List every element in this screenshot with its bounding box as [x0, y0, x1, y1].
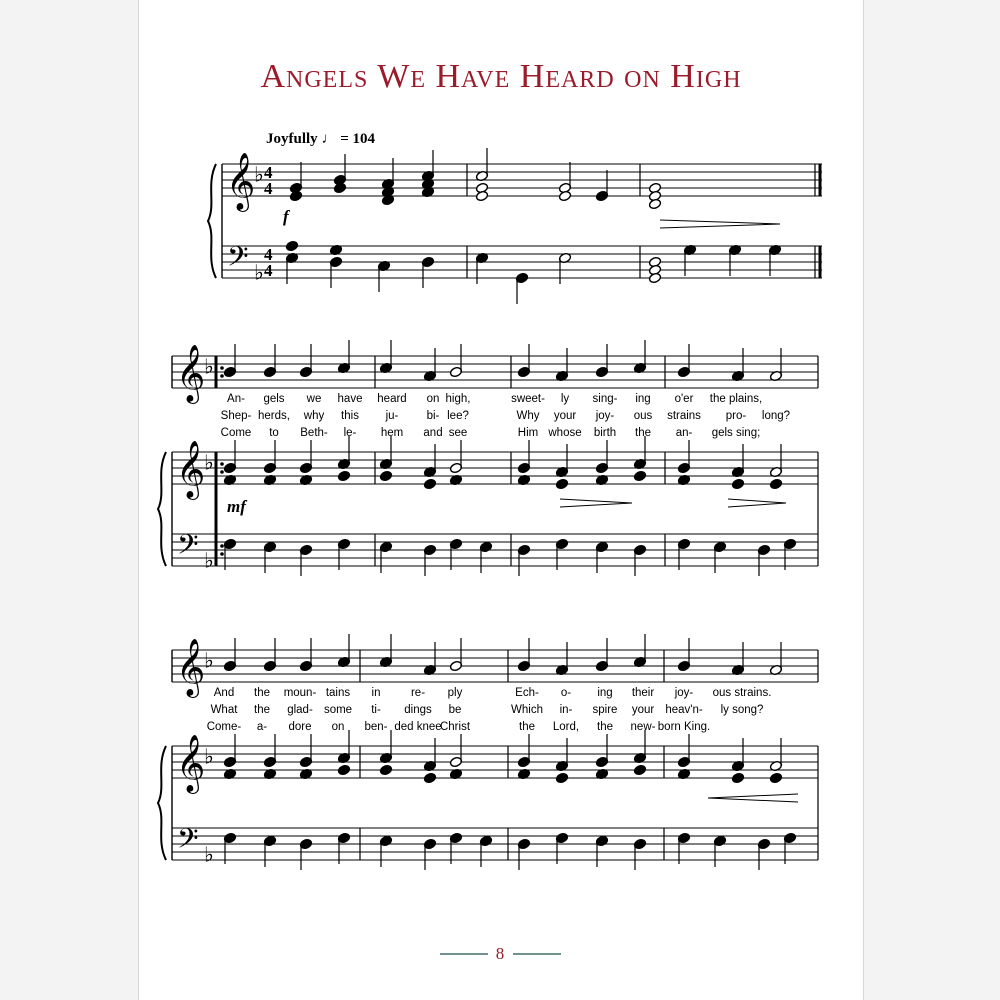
treble-clef-icon: 𝄞: [176, 439, 206, 498]
decrescendo-hairpin: [560, 499, 632, 507]
treble-clef-icon: 𝄞: [176, 343, 206, 402]
lyric-syllable: whose: [548, 427, 582, 439]
lyric-syllable: le-: [343, 427, 357, 439]
lyric-syllable: the: [597, 721, 613, 733]
flat-icon: ♭: [204, 451, 214, 475]
lyric-syllable: Come: [220, 427, 252, 439]
ornament-right: [513, 953, 561, 955]
lyric-syllable: and: [423, 427, 443, 439]
quarter-note-head: [769, 772, 782, 784]
half-note-head: [648, 198, 661, 210]
time-signature: 4: [264, 245, 273, 264]
brace: [208, 164, 216, 278]
repeat-dot: [220, 462, 224, 466]
quarter-note-icon: ♩: [321, 131, 337, 147]
lyric-syllable: sing-: [592, 393, 618, 405]
dynamic-mezzo-forte: mf: [227, 497, 246, 516]
lyric-syllable: the plains,: [709, 393, 763, 405]
treble-clef-icon: 𝄞: [176, 637, 206, 696]
quarter-note-head: [731, 772, 744, 784]
lyric-syllable: Him: [517, 427, 539, 439]
quarter-note-head: [423, 772, 436, 784]
lyric-syllable: in-: [559, 704, 573, 716]
lyric-syllable: Ech-: [515, 687, 539, 699]
flat-icon: ♭: [254, 261, 264, 285]
quarter-note-head: [337, 470, 350, 482]
brace: [158, 746, 166, 860]
lyric-syllable: the: [254, 687, 270, 699]
decrescendo-hairpin: [728, 499, 786, 507]
lyric-syllable: strains: [667, 410, 701, 422]
quarter-note-head: [555, 772, 568, 784]
lyric-syllable: Why: [516, 410, 540, 422]
quarter-note-head: [769, 478, 782, 490]
song-title: Angels We Have Heard on High: [260, 58, 742, 95]
repeat-dot: [220, 552, 224, 556]
page-number: 8: [495, 944, 505, 963]
lyric-syllable: lee?: [447, 410, 469, 422]
lyric-syllable: dore: [288, 721, 312, 733]
lyric-syllable: hem: [380, 427, 404, 439]
lyric-syllable: some: [323, 704, 353, 716]
flat-icon: ♭: [204, 549, 214, 573]
lyric-syllable: herds,: [258, 410, 290, 422]
bass-clef-icon: 𝄢: [227, 239, 249, 279]
quarter-note-head: [555, 478, 568, 490]
lyric-syllable: ing: [635, 393, 651, 405]
lyric-syllable: we: [306, 393, 322, 405]
quarter-note-head: [633, 764, 646, 776]
bass-clef-icon: 𝄢: [177, 527, 199, 567]
lyric-syllable: What: [210, 704, 238, 716]
lyric-syllable: glad-: [287, 704, 313, 716]
lyric-syllable: long?: [761, 410, 791, 422]
lyric-syllable: to: [269, 427, 279, 439]
quarter-note-head: [633, 470, 646, 482]
decrescendo-hairpin: [660, 220, 780, 228]
lyric-syllable: joy-: [674, 687, 694, 699]
lyric-syllable: the: [519, 721, 535, 733]
lyric-syllable: moun-: [283, 687, 317, 699]
lyrics-system-3: [207, 687, 772, 733]
quarter-note-head: [423, 478, 436, 490]
quarter-note-head: [289, 190, 302, 202]
lyric-syllable: Which: [511, 704, 543, 716]
system-1: [208, 148, 822, 304]
dynamic-forte: f: [283, 207, 289, 226]
treble-clef-icon: 𝄞: [226, 151, 256, 210]
flat-icon: ♭: [204, 355, 214, 379]
lyric-syllable: a-: [256, 721, 268, 733]
lyric-syllable: your: [631, 704, 655, 716]
quarter-note-head: [285, 240, 298, 252]
lyric-syllable: heav'n-: [665, 704, 703, 716]
lyric-syllable: ly song?: [720, 704, 764, 716]
lyric-syllable: ly: [560, 393, 570, 405]
half-note-head: [648, 272, 661, 284]
lyric-syllable: spire: [592, 704, 618, 716]
lyric-syllable: new-: [630, 721, 656, 733]
brace: [158, 452, 166, 566]
half-note-head: [558, 190, 571, 202]
lyric-syllable: joy-: [595, 410, 615, 422]
bass-clef-icon: 𝄢: [177, 821, 199, 861]
lyric-syllable: this: [341, 410, 359, 422]
lyric-syllable: gels: [263, 393, 285, 405]
lyric-syllable: ded knee: [394, 721, 442, 733]
quarter-note-head: [731, 478, 744, 490]
repeat-dot: [220, 366, 224, 370]
lyric-syllable: ous strains.: [712, 687, 772, 699]
flat-icon: ♭: [204, 843, 214, 867]
lyric-syllable: ti-: [371, 704, 381, 716]
lyric-syllable: And: [213, 687, 235, 699]
lyric-syllable: ous: [633, 410, 653, 422]
lyric-syllable: have: [337, 393, 363, 405]
quarter-note-head: [337, 764, 350, 776]
lyric-syllable: ju-: [385, 410, 399, 422]
lyric-syllable: Come-: [206, 721, 242, 733]
lyric-syllable: on: [331, 721, 345, 733]
lyric-syllable: their: [631, 687, 655, 699]
lyric-syllable: Lord,: [552, 721, 580, 733]
half-note-head: [475, 190, 488, 202]
system-2: [158, 340, 818, 576]
lyric-syllable: sweet-: [511, 393, 545, 405]
lyric-syllable: An-: [227, 393, 245, 405]
lyric-syllable: the: [254, 704, 270, 716]
crescendo-hairpin: [708, 794, 798, 802]
time-signature: 4: [264, 261, 273, 280]
lyrics-system-2: [221, 393, 790, 439]
lyric-syllable: see: [448, 427, 468, 439]
lyric-syllable: ben-: [364, 721, 388, 733]
tempo-bpm: = 104: [340, 131, 375, 147]
lyric-syllable: why: [303, 410, 325, 422]
time-signature: 4: [264, 179, 273, 198]
lyric-syllable: dings: [404, 704, 432, 716]
lyric-syllable: re-: [410, 687, 426, 699]
lyric-syllable: born King.: [657, 721, 711, 733]
lyric-syllable: ing: [597, 687, 613, 699]
lyric-syllable: pro-: [725, 410, 747, 422]
lyric-syllable: Beth-: [300, 427, 328, 439]
quarter-note-head: [379, 470, 392, 482]
lyric-syllable: the: [635, 427, 651, 439]
lyric-syllable: tains: [325, 687, 351, 699]
treble-clef-icon: 𝄞: [176, 733, 206, 792]
lyric-syllable: birth: [593, 427, 617, 439]
time-signature: 4: [264, 163, 273, 182]
flat-icon: ♭: [254, 163, 264, 187]
quarter-note-head: [379, 764, 392, 776]
flat-icon: ♭: [204, 745, 214, 769]
repeat-dot: [220, 470, 224, 474]
lyric-syllable: Christ: [439, 721, 471, 733]
repeat-dot: [220, 374, 224, 378]
lyric-syllable: be: [448, 704, 462, 716]
lyric-syllable: bi-: [426, 410, 440, 422]
lyric-syllable: o-: [560, 687, 572, 699]
system-3: [158, 634, 818, 870]
tempo-text: Joyfully: [266, 131, 318, 147]
lyric-syllable: an-: [675, 427, 693, 439]
lyric-syllable: o'er: [674, 393, 694, 405]
lyric-syllable: on: [426, 393, 440, 405]
lyric-syllable: heard: [377, 393, 407, 405]
repeat-dot: [220, 544, 224, 548]
lyric-syllable: gels sing;: [711, 427, 761, 439]
lyric-syllable: Shep-: [220, 410, 252, 422]
lyric-syllable: ply: [447, 687, 463, 699]
lyric-syllable: high,: [445, 393, 471, 405]
lyric-syllable: in: [371, 687, 381, 699]
lyric-syllable: your: [553, 410, 577, 422]
flat-icon: ♭: [204, 649, 214, 673]
